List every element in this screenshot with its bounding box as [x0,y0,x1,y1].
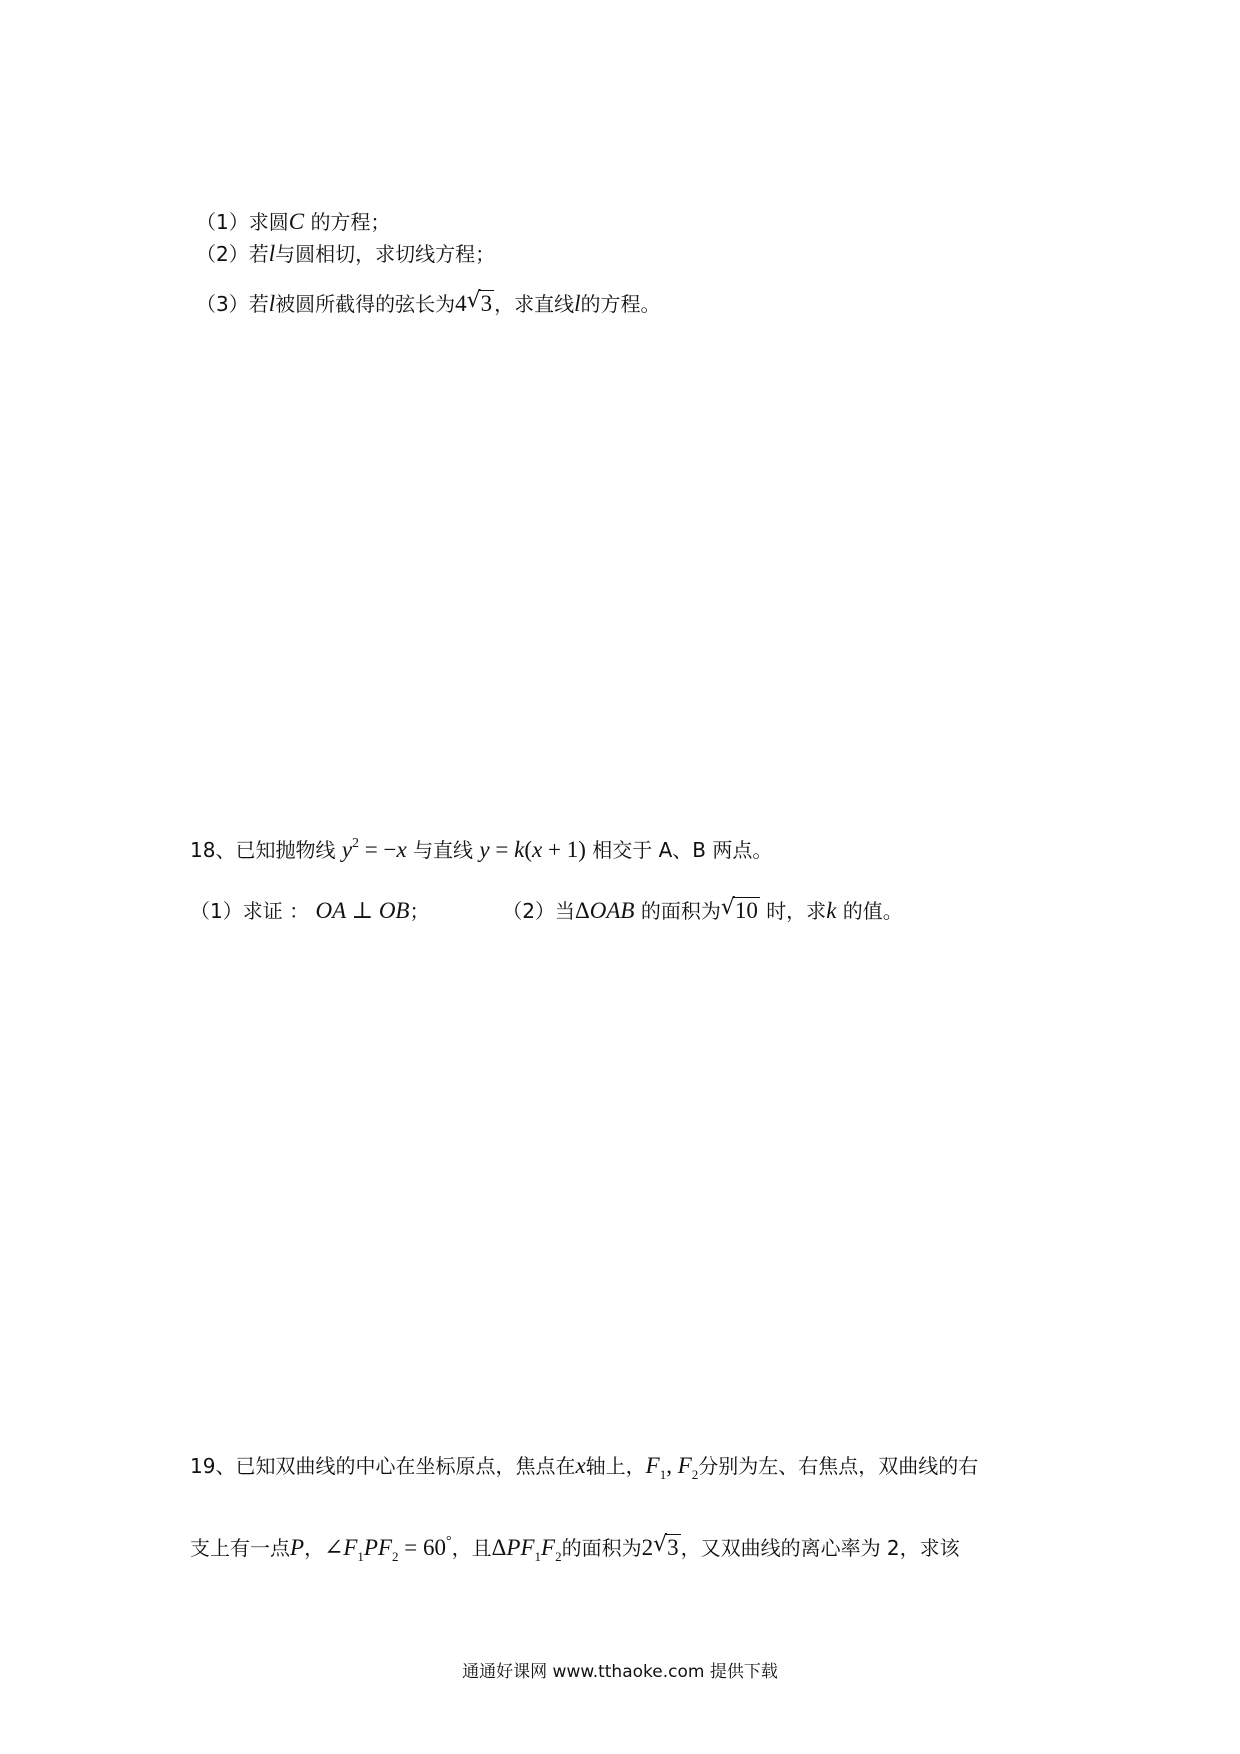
q17-part3-suffix: 的方程。 [580,292,661,316]
q19-l2-suffix: ，又双曲线的离心率为 2，求该 [680,1536,960,1560]
var-y: y [341,837,353,862]
q17-part3-prefix: （3）若 [196,292,269,316]
q17-part1-prefix: （1）求圆 [196,210,289,234]
coef-2: 2 [641,1535,654,1560]
sqrt-3: √ 3 [466,288,493,316]
q17-part2-prefix: （2）若 [196,242,269,266]
q17-part1-suffix: 的方程； [310,210,391,234]
q17-part3 [196,290,661,318]
sqrt-10: √ 10 [720,895,758,923]
var-l: l [574,291,581,316]
equals-minus: = − [359,837,397,862]
q17-part3-mid2: ，求直线 [494,292,575,316]
delta-symbol: Δ [491,1535,507,1560]
q18-part1-prefix: （1）求证 ： [190,899,310,923]
q18-part2-prefix: （2）当 [502,899,575,923]
var-y: y [479,837,490,862]
q19-l1-mid: 轴上， [585,1454,646,1478]
angle-f1pf2: $F_1PF_2$ [343,1535,399,1564]
coef-4: 4 [455,291,467,316]
delta-symbol: Δ [574,898,590,923]
q18-part1-suffix: ； [409,899,430,923]
q19-l2-comma: ， [304,1536,325,1560]
q18-suffix: 相交于 A、B 两点。 [592,838,773,862]
q19-l1-suffix: 分别为左、右焦点，双曲线的右 [698,1454,979,1478]
sqrt-3: √ 3 [653,1532,679,1560]
q19-line2 [190,1528,960,1571]
q18-mid: 与直线 [413,838,474,862]
var-k: k [514,837,525,862]
equals: = [489,837,515,862]
var-x: x [532,837,543,862]
var-l: l [268,291,276,316]
var-c: C [288,209,305,234]
exponent: 2 [352,836,360,851]
q19-line1 [190,1452,978,1489]
comma: , [666,1453,678,1478]
q18-part2-suffix: 的值。 [842,899,903,923]
q18-stem [190,830,772,864]
q17-part2 [196,240,495,268]
var-x: x [575,1453,586,1478]
triangle-pf1f2: $PF_1F_2$ [506,1535,562,1564]
q17-part2-suffix: 与圆相切，求切线方程； [275,242,496,266]
perpendicular-statement: OA ⊥ OB [315,898,410,923]
page-footer: 通通好课网 www.tthaoke.com 提供下载 [462,1662,778,1682]
triangle-oab: OAB [589,898,635,923]
q18-part2-mid2: 时，求 [766,899,827,923]
q17-part1 [196,208,390,236]
q19-l2-mid2: 的面积为 [561,1536,642,1560]
q18-part2-mid: 的面积为 [640,899,721,923]
q18-prefix: 18、已知抛物线 [190,838,336,862]
focus-f1: $F_1$ [645,1453,667,1482]
q17-part3-mid: 被圆所截得的弦长为 [275,292,456,316]
q18-parts [190,897,903,925]
degree-symbol: ° [446,1534,452,1549]
q19-l2-mid: ，且 [451,1536,492,1560]
var-x: x [396,837,407,862]
angle-value: = 60 [398,1535,446,1560]
paren: ( [524,837,533,862]
angle-symbol: ∠ [324,1535,344,1560]
q19-l1-prefix: 19、已知双曲线的中心在坐标原点，焦点在 [190,1454,576,1478]
plus-one: + 1) [542,837,586,862]
point-p: P [290,1535,305,1560]
var-k: k [826,898,837,923]
q19-l2-prefix: 支上有一点 [190,1536,290,1560]
var-l: l [268,241,276,266]
focus-f2: $F_2$ [677,1453,699,1482]
